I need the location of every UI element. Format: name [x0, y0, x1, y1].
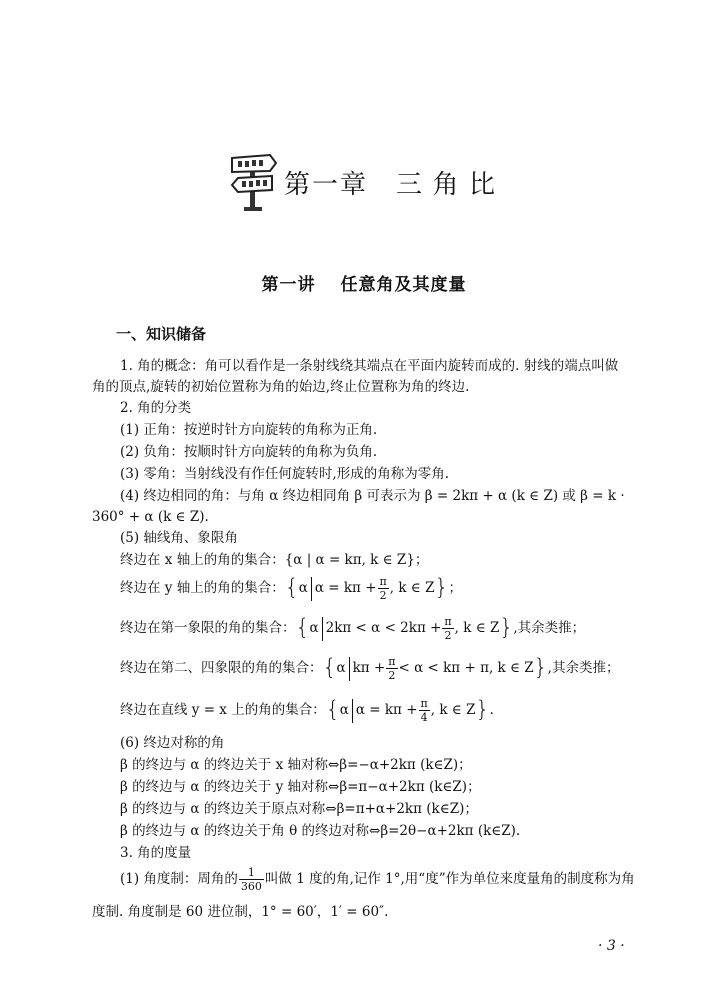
fraction: $\frac{\pi}{4}$	[420, 697, 428, 724]
coterminal-line-2: 360° + α (k ∈ Z).	[92, 509, 209, 525]
set-line-y-equals-x: 终边在直线 y = x 上的角的集合：{α α = kπ + $\frac{\pi}{4}$ , k ∈ Z}.	[120, 697, 494, 724]
paragraph-2: 2. 角的分类	[120, 400, 192, 416]
section-title: 一、知识储备	[116, 325, 207, 343]
signpost-icon	[228, 152, 280, 212]
negative-angle: (2) 负角：按顺时针方向旋转的角称为负角.	[120, 444, 378, 460]
paragraph-1-line-1: 1. 角的概念：角可以看作是一条射线绕其端点在平面内旋转而成的. 射线的端点叫做	[120, 358, 619, 374]
axis-quadrant-heading: (5) 轴线角、象限角	[120, 530, 238, 546]
degree-system-line-2: 度制. 角度制是 60 进位制，1° = 60′，1′ = 60″.	[92, 904, 389, 920]
fraction: $\frac{\pi}{2}$	[379, 575, 387, 602]
page-number: · 3 ·	[598, 938, 625, 954]
symmetry-origin: β 的终边与 α 的终边关于原点对称⇔β=π+α+2kπ (k∈Z)；	[120, 801, 478, 817]
degree-system-line-1: (1) 角度制：周角的 $\frac{1}{360}$ 叫做 1 度的角,记作 1°,用“度”作为单位来度量角的制度称为角	[120, 866, 635, 893]
zero-angle: (3) 零角：当射线没有作任何旋转时,形成的角称为零角.	[120, 466, 449, 482]
lecture-title: 第一讲 任意角及其度量	[261, 275, 467, 295]
set-first-quadrant: 终边在第一象限的角的集合：{α 2kπ < α < 2kπ + $\frac{\pi}{2}$ , k ∈ Z},其余类推；	[120, 615, 586, 642]
set-second-fourth-quadrant: 终边在第二、四象限的角的集合：{α kπ + $\frac{\pi}{2}$ < α < kπ + π, k ∈ Z},其余类推；	[120, 655, 620, 682]
set-y-axis: 终边在 y 轴上的角的集合：{α α = kπ + $\frac{\pi}{2}$ , k ∈ Z}；	[120, 575, 462, 602]
symmetry-x-axis: β 的终边与 α 的终边关于 x 轴对称⇔β=−α+2kπ (k∈Z)；	[120, 757, 472, 773]
symmetry-heading: (6) 终边对称的角	[120, 735, 225, 751]
chapter-header	[228, 150, 528, 212]
positive-angle: (1) 正角：按逆时针方向旋转的角称为正角.	[120, 422, 378, 438]
fraction-one-360: $\frac{1}{360}$	[240, 866, 262, 893]
symmetry-y-axis: β 的终边与 α 的终边关于 y 轴对称⇔β=π−α+2kπ (k∈Z)；	[120, 779, 481, 795]
coterminal-line-1: (4) 终边相同的角：与角 α 终边相同角 β 可表示为 β = 2kπ + α (k ∈ Z) 或 β = k ·	[120, 488, 625, 504]
fraction: $\frac{\pi}{2}$	[388, 655, 396, 682]
angle-measure-heading: 3. 角的度量	[120, 845, 192, 861]
symmetry-theta: β 的终边与 α 的终边关于角 θ 的终边对称⇔β=2θ−α+2kπ (k∈Z).	[120, 823, 521, 839]
paragraph-1-line-2: 角的顶点,旋转的初始位置称为角的始边,终止位置称为角的终边.	[92, 379, 470, 395]
fraction: $\frac{\pi}{2}$	[444, 615, 452, 642]
set-x-axis: 终边在 x 轴上的角的集合：{α | α = kπ, k ∈ Z}；	[120, 552, 429, 568]
chapter-title: 第一章 三 角 比	[284, 170, 498, 199]
